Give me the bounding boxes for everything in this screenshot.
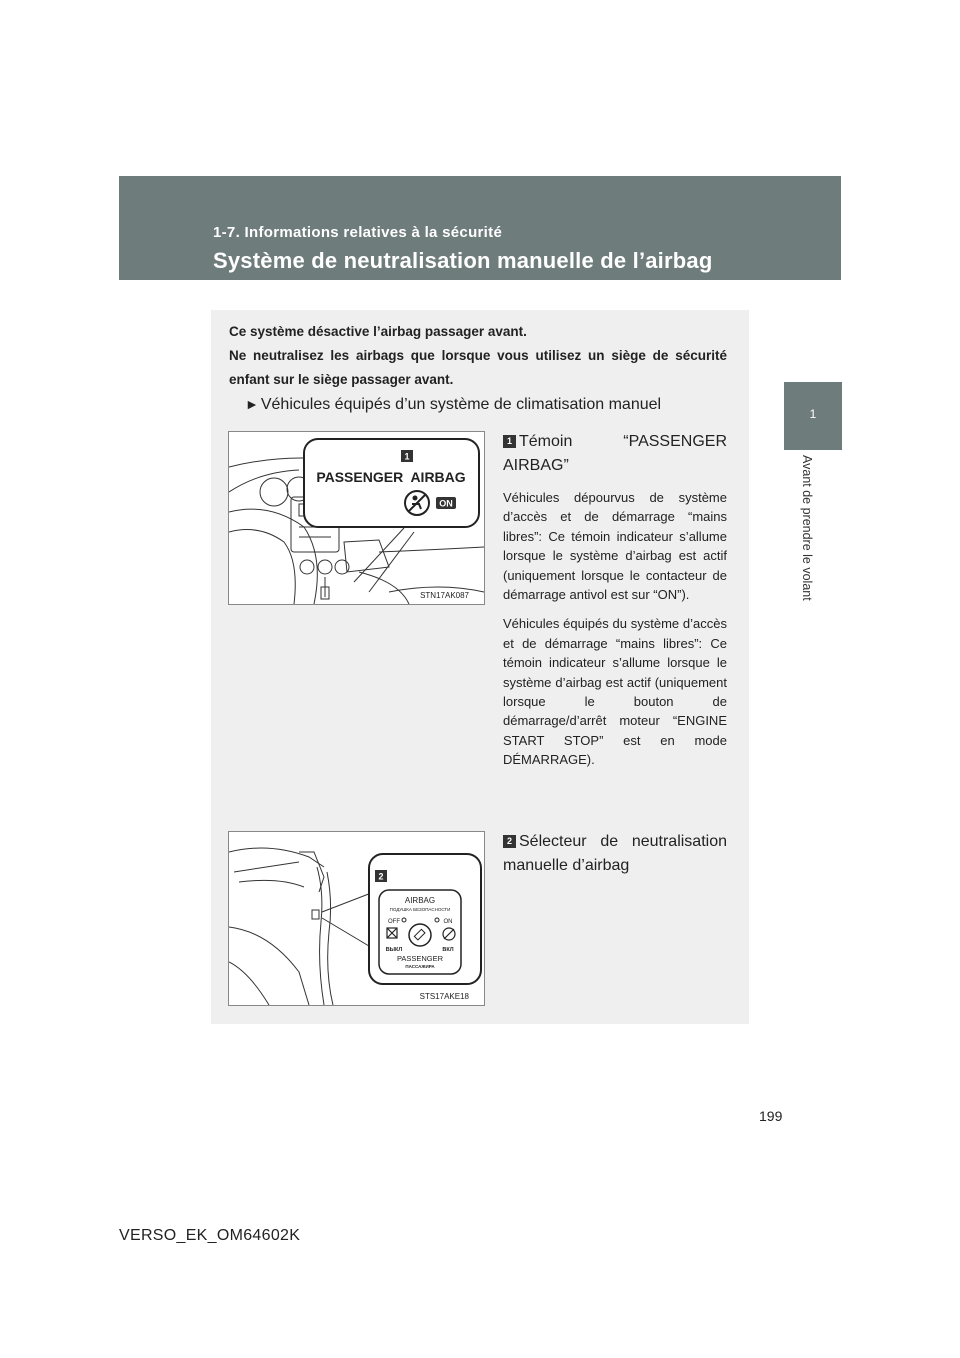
triangle-bullet-icon: ► (245, 396, 259, 412)
figure-airbag-switch (228, 831, 485, 1006)
figure1-code: STN17AK087 (420, 591, 469, 600)
item-switch (503, 830, 727, 878)
subheading-text: Véhicules équipés d’un système de climatisation manuel (260, 396, 662, 413)
item-1-body (503, 488, 727, 770)
intro-line-2: Ne neutralisez les airbags que lorsque vous utilisez un siège de sécurité enfant sur le siège passager avant. (229, 348, 727, 387)
item-2-number-badge: 2 (503, 835, 516, 848)
chapter-title-vertical (797, 455, 817, 635)
item-1-paragraph-2: Véhicules équipés du système d’accès et de démarrage “mains libres”: Ce témoin indicateur s’allume lorsque le système d’airbag est actif (uniquement lorsque le bouton de démarrage/d’arrêt moteur “ENGINE START STOP” est en mode DÉMARRAGE). (503, 616, 727, 768)
switch-passenger-label: PASSENGER (396, 954, 444, 963)
item-1-heading: Témoin “PASSENGER AIRBAG” (503, 433, 727, 474)
passenger-airbag-label: PASSENGER AIRBAG (316, 469, 466, 485)
figure2-code: STS17AKE18 (419, 992, 469, 1001)
content-panel (211, 310, 749, 1024)
item-1-number-badge: 1 (503, 435, 516, 448)
switch-airbag-label: AIRBAG (404, 896, 436, 905)
chapter-title: Avant de prendre le volant (800, 455, 814, 601)
intro-line-1: Ce système désactive l’airbag passager avant. (229, 324, 527, 339)
switch-passenger-label-ru: ПАССАЖИРА (405, 964, 435, 969)
dashboard-illustration (229, 432, 484, 604)
item-1-paragraph-1: Véhicules dépourvus de système d’accès et de démarrage “mains libres”: Ce témoin indicateur s’allume lorsque le système d’airbag est actif (uniquement lorsque le contacteur de démarrage antivol est sur “ON”). (503, 490, 727, 603)
switch-off-label: OFF (388, 919, 400, 925)
switch-off-label-ru: ВЫКЛ (385, 947, 403, 953)
header-bar (119, 176, 841, 280)
item-2-heading: Sélecteur de neutralisation manuelle d’airbag (503, 833, 727, 874)
figure1-badge: 1 (404, 451, 410, 462)
key-switch-dial (409, 924, 431, 946)
airbag-switch-illustration (229, 832, 484, 1005)
airbag-passenger-icon (405, 491, 429, 515)
figure-dashboard-indicator (228, 431, 485, 605)
page-title: Système de neutralisation manuelle de l’airbag (213, 248, 713, 273)
intro-text (229, 320, 727, 392)
page-number: 199 (759, 1108, 783, 1124)
chapter-tab (784, 382, 842, 450)
document-code: VERSO_EK_OM64602K (119, 1227, 301, 1244)
section-label: 1-7. Informations relatives à la sécurité (213, 224, 503, 241)
subheading (245, 396, 661, 414)
item-indicator (503, 430, 727, 780)
on-indicator-label: ON (439, 498, 453, 509)
chapter-number: 1 (809, 407, 817, 421)
figure2-badge: 2 (378, 871, 384, 882)
switch-airbag-label-ru: ПОДУШКА БЕЗОПАСНОСТИ (389, 907, 451, 912)
switch-on-label-ru: ВКЛ (442, 947, 454, 953)
switch-on-label: ON (443, 919, 453, 925)
